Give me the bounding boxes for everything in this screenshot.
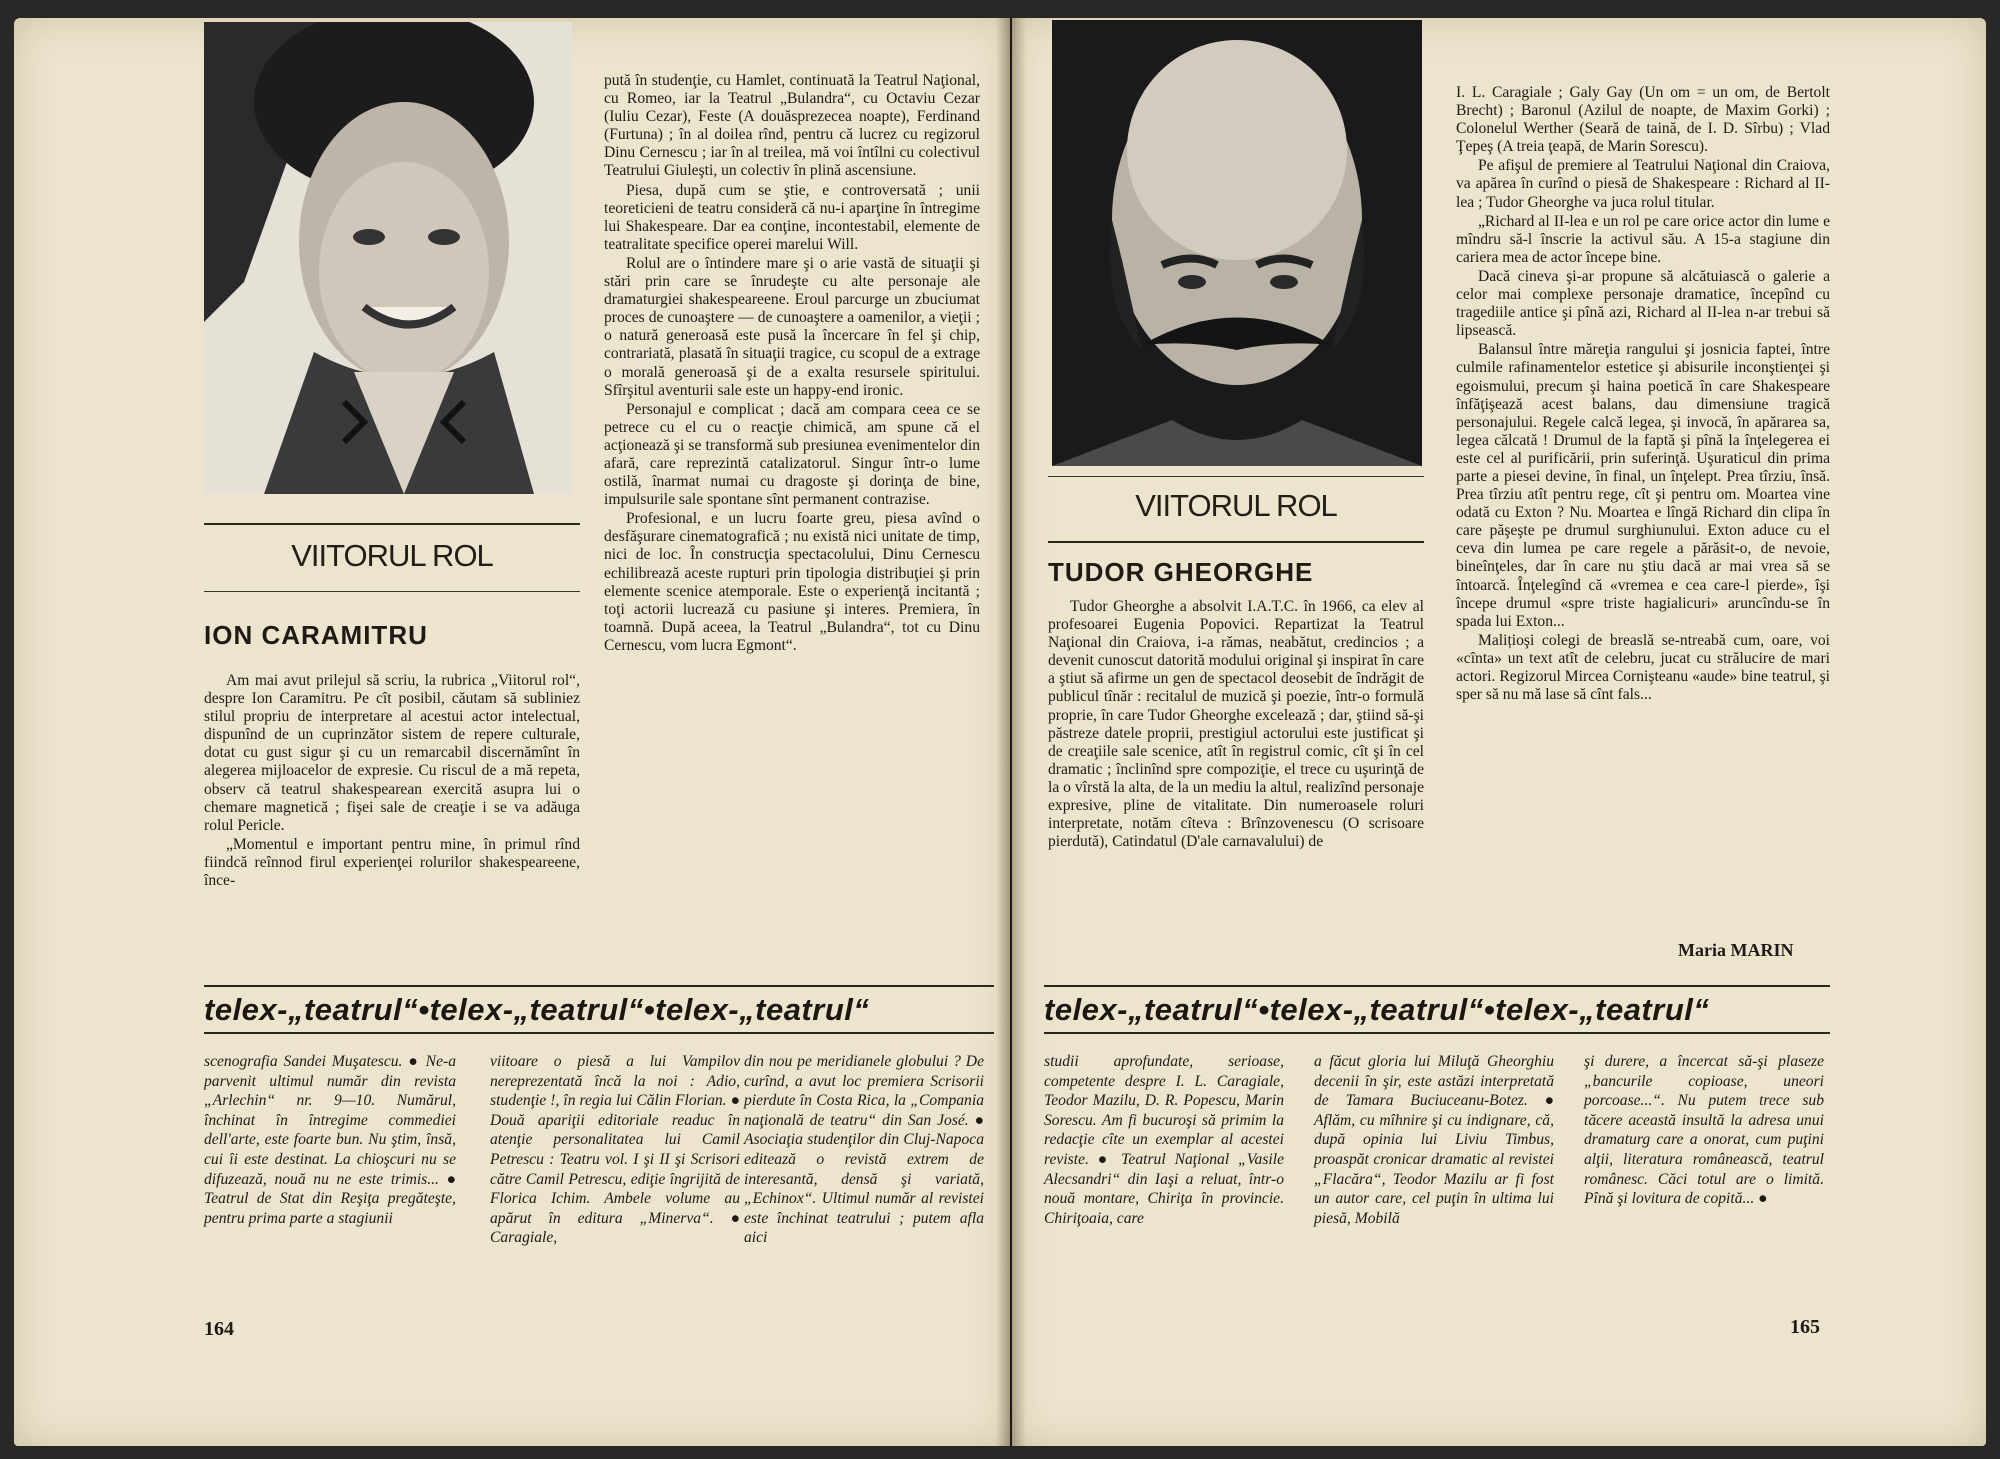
page-number: 164: [204, 1318, 234, 1340]
paragraph: Dacă cineva şi-ar propune să alcătuiască o galerie a celor mai complexe personaje dramatice, începînd cu tragediile antice şi pînă azi, Richard al II-lea n-ar trebui să lipsească.: [1456, 267, 1830, 340]
telex-rule: [204, 985, 994, 987]
paragraph: Malițioşi colegi de breaslă se-ntreabă cum, oare, voi «cînta» un text atît de celebru, jucat cu strălucire de mari actori. Regizorul Mircea Cornişteanu «aude» bine teatrul, şi sper să nu mă lase să cînt fals...: [1456, 631, 1830, 704]
rubric-rule-bottom: [204, 591, 580, 592]
article-column-2: [604, 72, 980, 655]
paragraph: Balansul între măreţia rangului şi josnicia faptei, între culmile rafinamentelor estetice şi abisurile inconştienţei şi egoismului, precum şi haina poetică în care Shakespeare înfăţişează acest balans, dau dimensiune tragică personajului. Regele calcă legea, şi invocă, în apărarea sa, legea călcată ! Drumul de la faptă şi pînă la înţelegerea ei este cel al purificării, prin suferinţă. Uşuraticul din prima parte a piesei devine, în final, un înţelept. Prea tîrziu, însă. Prea tîrziu atît pentru rege, cît şi pentru om. Moartea vine odată cu Exton ? Nu. Moartea e lîngă Richard din clipa în care păşeşte pe drumul surghiunului. Exton aduce cu el ceva din lumea pe care regele a părăsit-o, de nevoie, bineînţeles, dar în care nu ştiu dacă ar mai vrea să se întoarcă. Înţelegînd că «vremea e cea care-l pierde», îşi începe drumul «spre triste hagialicuri» aruncîndu-se în spada lui Exton...: [1456, 341, 1830, 630]
rubric-title: VIITORUL ROL: [291, 538, 493, 573]
paragraph: Pe afişul de premiere al Teatrului Naţional din Craiova, va apărea în curînd o piesă de Shakespeare : Richard al II-lea ; Tudor Gheorghe va juca rolul titular.: [1456, 157, 1830, 211]
telex-banner: telex-„teatrul“•telex-„teatrul“•telex-„teatrul“: [1044, 992, 1710, 1027]
telex-column: scenografia Sandei Muşatescu. ● Ne-a parvenit ultimul număr din revista „Arlechin“ nr. 9—10. Numărul, închinat în întregime commediei dell'arte, este foarte bun. Nu ştim, însă, cui îi este destinat. La chioşcuri nu se difuzează, nouă nu ne este trimis... ● Teatrul de Stat din Reşiţa pregăteşte, pentru prima parte a stagiunii: [204, 1053, 456, 1227]
portrait-photo-caramitru: [204, 22, 572, 494]
article-column-1: [1048, 598, 1424, 851]
portrait-photo-gheorghe: [1052, 20, 1422, 466]
actor-name: ION CARAMITRU: [204, 620, 428, 650]
telex-rule: [1044, 1032, 1830, 1034]
telex-column: studii aprofundate, serioase, competente despre I. L. Caragiale, Teodor Mazilu, D. R. Popescu, Marin Sorescu. Am fi bucuroşi să primim la redacţie cîte un exemplar al acestei reviste. ● Teatrul Naţional „Vasile Alecsandri“ din Iaşi a reluat, într-o nouă montare, Chiriţa în provincie. Chiriţoaia, care: [1044, 1053, 1284, 1227]
telex-rule: [1044, 985, 1830, 987]
paragraph: Personajul e complicat ; dacă am compara ceea ce se petrece cu el cu o reacţie chimică, am spune că el acţionează şi se transformă sub presiunea evenimentelor din afară, care reprezintă catalizatorul. Singur într-o lume ostilă, înarmat numai cu dragoste şi dorinţa de bine, impulsurile sale spontane sînt permanent contrazise.: [604, 400, 980, 509]
rubric-title: VIITORUL ROL: [1135, 488, 1337, 523]
paragraph: „Richard al II-lea e un rol pe care orice actor din lume e mîndru să-l înscrie la activul său. A 15-a stagiune din cariera mea de actor începe bine.: [1456, 212, 1830, 266]
paragraph: Rolul are o întindere mare şi o arie vastă de situaţii şi stări prin care se înrudeşte cu alte personaje ale dramaturgiei shakespeareene. Eroul parcurge un zbuciumat proces de cunoaştere — de cunoaştere a oamenilor, a vieţii ; o natură generoasă este pusă la încercare în fel şi chip, contrariată, plasată în situaţii tragice, cu scopul de a extrage o morală generoasă şi de a exalta resursele spiritului. Sfîrşitul aventurii sale este un happy-end ironic.: [604, 254, 980, 399]
author-signature: Maria MARIN: [1678, 940, 1794, 960]
paragraph: Piesa, după cum se ştie, e controversată ; unii teoreticieni de teatru consideră că nu-i aparţine în întregime lui Shakespeare. Dar ea conţine, incontestabil, elemente de teatralitate specifice operei marelui Will.: [604, 181, 980, 253]
telex-column: din nou pe meridianele globului ? De curînd, a avut loc premiera Scrisorii pierdute în Costa Rica, la „Compania naţională de teatru“ din San José. ● Asociaţia studenţilor din Cluj-Napoca editează o revistă extrem de interesantă, densă şi variată, „Echinox“. Ultimul număr al revistei este închinat teatrului ; putem afla aici: [744, 1053, 984, 1247]
article-column-2: [1456, 84, 1830, 704]
actor-name: TUDOR GHEORGHE: [1048, 557, 1314, 587]
telex-column: a făcut gloria lui Miluţă Gheorghiu decenii în şir, este astăzi interpretată de Tamara Buciuceanu-Botez. ● Aflăm, cu mîhnire şi cu indignare, că, după opinia lui Liviu Timbus, proaspăt cronicar dramatic al revistei „Flacăra“, Teodor Mazilu ar fi fost un autor care, cel puţin în ultima lui piesă, Mobilă: [1314, 1053, 1554, 1227]
book-gutter: [996, 18, 1026, 1446]
paragraph: I. L. Caragiale ; Galy Gay (Un om = un om, de Bertolt Brecht) ; Baronul (Azilul de noapte, de Maxim Gorki) ; Colonelul Werther (Seară de taină, de I. D. Sîrbu) ; Vlad Ţepeş (A treia ţeapă, de Marin Sorescu).: [1456, 84, 1830, 156]
telex-column: viitoare o piesă a lui Vampilov nereprezentată încă la noi : Adio, studenţie !, în regia lui Călin Florian. ● Două apariţii editoriale readuc în atenţie personalitatea lui Camil Petrescu : Teatru vol. I şi II şi Scrisori către Camil Petrescu, ediţie îngrijită de Florica Ichim. Ambele volume au apărut în editura „Minerva“. ● Caragiale,: [490, 1053, 740, 1247]
paragraph: Tudor Gheorghe a absolvit I.A.T.C. în 1966, ca elev al profesoarei Eugenia Popovici. Repartizat la Teatrul Naţional din Craiova, i-a rămas, neabătut, credincios ; a devenit cunoscut datorită modului original şi inspirat în care a ştiut să afirme un gen de spectacol deosebit de îndrăgit de publicul tînăr : recitalul de muzică şi poezie, într-o formulă proprie, în care Tudor Gheorghe excelează ; dar, ştiind să-şi păstreze datele proprii, prestigiul actorului este justificat şi de creaţiile sale scenice, atît în registrul comic, cît şi în cel dramatic ; înclinînd spre compoziţie, el trece cu uşurinţă de la o vîrstă la alta, de la un mediu la altul, realizînd personaje expresive, pline de vitalitate. Din numeroasele roluri interpretate, notăm cîteva : Brînzovenescu (O scrisoare pierdută), Catindatul (D'ale carnavalului) de: [1048, 598, 1424, 851]
paragraph: Profesional, e un lucru foarte greu, piesa avînd o desfăşurare cinematografică ; nu există nici unitate de timp, nici de loc. În construcţia spectacolului, Dinu Cernescu echilibrează aceste rupturi prin tipologia distribuţiei şi prin elemente scenice atemporale. Este o experienţă incitantă ; toţi actorii lucrează cu pasiune şi interes. Premiera, în toamnă. După aceea, la Teatrul „Bulandra“, tot cu Dinu Cernescu, vom lucra Egmont“.: [604, 510, 980, 654]
paragraph: „Momentul e important pentru mine, în primul rînd fiindcă reînnod firul experienţei rolurilor shakespeareene, înce-: [204, 835, 580, 890]
page-number: 165: [1790, 1316, 1820, 1338]
telex-banner: telex-„teatrul“•telex-„teatrul“•telex-„teatrul“: [204, 992, 870, 1027]
telex-rule: [204, 1032, 994, 1034]
rubric-rule-top: [204, 523, 580, 525]
telex-column: şi durere, a încercat să-şi plaseze „bancurile copioase, uneori porcoase...“. Nu putem trece sub tăcere această insultă la adresa unui dramaturg care a onorat, cum puţini alţii, literatura românească, teatrul românesc. Căci totul are o limită. Pînă şi lovitura de copită... ●: [1584, 1053, 1824, 1208]
paragraph: Am mai avut prilejul să scriu, la rubrica „Viitorul rol“, despre Ion Caramitru. Pe cît posibil, căutam să subliniez stilul propriu de interpretare al acestui actor intelectual, dispunînd de un cuprinzător sistem de repere culturale, dotat cu gust sigur şi cu un remarcabil discernămînt în alegerea mijloacelor de expresie. Cu riscul de a mă repeta, observ că teatrul shakespearean exercită asupra lui o chemare magnetică ; fişei sale de creaţie i se va adăuga rolul Pericle.: [204, 672, 580, 834]
rubric-rule-top: [1048, 476, 1424, 477]
rubric-rule-bottom: [1048, 541, 1424, 543]
intro-column: [204, 672, 580, 890]
paragraph: pută în studenţie, cu Hamlet, continuată la Teatrul Naţional, cu Romeo, iar la Teatrul „Bulandra“, cu Octaviu Cezar (Iuliu Cezar), Feste (A douăsprezecea noapte), Ferdinand (Furtuna) ; în al doilea rînd, pentru că lucrez cu regizorul Dinu Cernescu ; iar în al treilea, mă voi întîlni cu colectivul Teatrului Giuleşti, un colectiv în plină ascensiune.: [604, 72, 980, 180]
